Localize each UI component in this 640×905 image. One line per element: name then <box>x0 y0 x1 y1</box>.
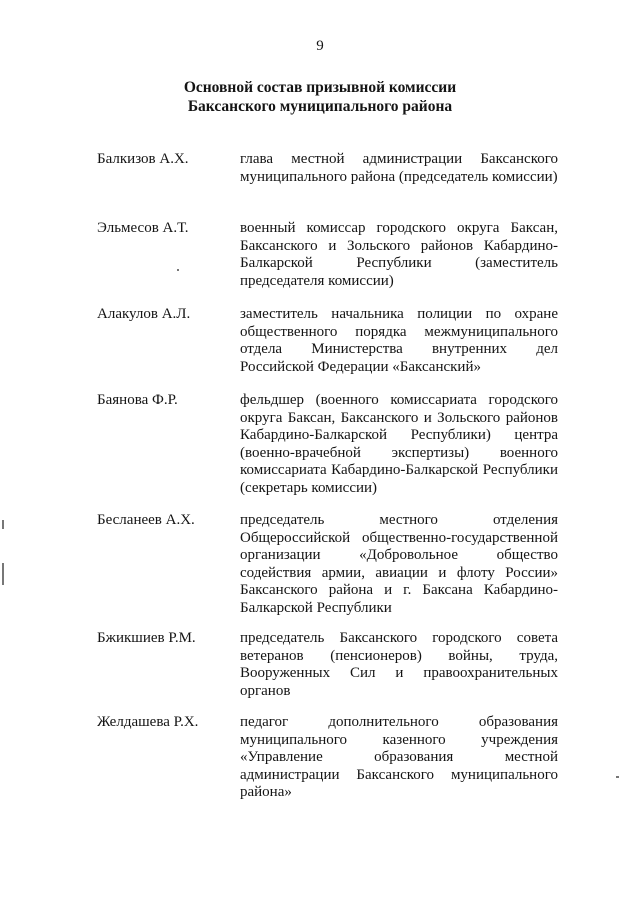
member-role: педагог дополнительного образования муниципального казенного учреждения «Управление образования местной администрации Баксанского муниципального района» <box>240 714 558 801</box>
member-name: Бжикшиев Р.М. <box>97 630 196 646</box>
member-name: Желдашева Р.Х. <box>97 714 199 730</box>
member-role: глава местной администрации Баксанского муниципального района (председатель комиссии) <box>240 151 558 185</box>
member-name: Бесланеев А.Х. <box>97 512 195 528</box>
member-name: Эльмесов А.Т. <box>97 220 189 236</box>
scan-speck <box>616 776 619 778</box>
member-name: Балкизов А.Х. <box>97 151 189 167</box>
member-role: председатель Баксанского городского совета ветеранов (пенсионеров) войны, труда, Вооруженных Сил и правоохранительных органов <box>240 630 558 699</box>
member-role: заместитель начальника полиции по охране общественного порядка межмуниципального отдела Министерства внутренних дел Российской Федерации «Баксанский» <box>240 306 558 375</box>
member-role: военный комиссар городского округа Баксан, Баксанского и Зольского районов Кабардино-Балкарской Республики (заместитель председателя комиссии) <box>240 220 558 289</box>
member-role: председатель местного отделения Общероссийской общественно-государственной организации «Добровольное общество содействия армии, авиации и флоту России» Баксанского района и г. Баксана Кабардино-Балкарской Республики <box>240 512 558 616</box>
member-role: фельдшер (военного комиссариата городского округа Баксан, Баксанского и Зольского районов Кабардино-Балкарской Республики) центра (военно-врачебной экспертизы) военного комиссариата Кабардино-Балкарской Республики (секретарь комиссии) <box>240 392 558 496</box>
title-line-2: Баксанского муниципального района <box>187 98 453 115</box>
member-name: Баянова Ф.Р. <box>97 392 178 408</box>
scan-speck <box>177 269 179 271</box>
page-number: 9 <box>316 38 324 54</box>
page-title <box>0 78 640 116</box>
member-name: Алакулов А.Л. <box>97 306 191 322</box>
scan-speck <box>2 520 4 529</box>
scan-speck <box>2 563 4 585</box>
title-line-1: Основной состав призывной комиссии <box>183 79 457 96</box>
